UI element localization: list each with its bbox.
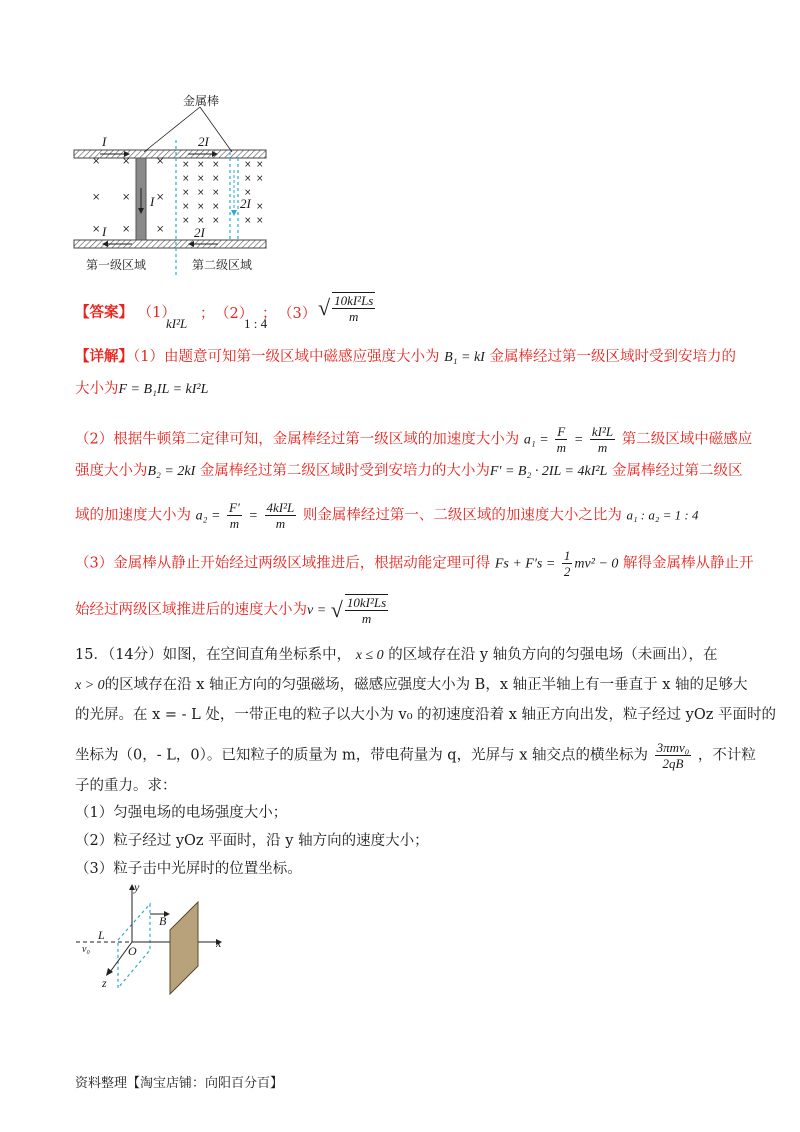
field-mark: × <box>92 192 101 203</box>
field-label: B <box>159 914 167 928</box>
rail-figure <box>60 90 280 275</box>
detail-formula: F = B₁IL = kI²L <box>118 382 209 397</box>
field-mark: × <box>197 202 205 212</box>
region2-label: 第二级区域 <box>192 258 253 272</box>
detail-text: 解得金属棒从静止开 <box>623 555 754 572</box>
field-mark: × <box>212 174 220 184</box>
detail-formula: B₁ = kI <box>444 350 485 365</box>
detail-text: 强度大小为 <box>75 463 148 479</box>
frac-num: kI²L <box>591 424 614 439</box>
frac-den: m <box>361 611 372 626</box>
problem-text: 的区域存在沿 y 轴负方向的匀强电场（未画出），在 <box>388 647 718 663</box>
frac-den: 2qB <box>662 756 684 771</box>
problem-line1 <box>75 644 717 667</box>
detail-formula: a₁ = <box>523 432 549 448</box>
field-mark: × <box>122 192 131 203</box>
detail-text: （3）金属棒从静止开始经过两级区域推进后，根据动能定理可得 <box>75 555 491 572</box>
sub-question-2 <box>75 830 429 852</box>
field-mark: × <box>182 216 190 226</box>
field-mark: × <box>256 174 264 184</box>
field-mark: × <box>156 192 165 203</box>
problem-formula: x ≤ 0 <box>355 648 384 663</box>
frac-den: m <box>229 516 240 531</box>
problem-line3 <box>75 704 776 726</box>
origin-label: O <box>128 944 137 958</box>
detail-text: 域的加速度大小为 <box>75 507 191 524</box>
answer-part2: 1 : 4 <box>244 316 268 331</box>
field-mark: × <box>244 188 252 198</box>
problem-text: （1）匀强电场的电场强度大小； <box>75 805 288 821</box>
field-mark: × <box>256 160 264 170</box>
sub-question-1 <box>75 802 287 824</box>
field-mark: × <box>197 216 205 226</box>
detail-text: 第二级区域中磁感应 <box>621 431 753 448</box>
detail-formula: a₁ : a₂ = 1 : 4 <box>626 507 699 523</box>
detail-tag: 【详解】 <box>75 348 133 365</box>
x-axis-label: x <box>216 936 222 950</box>
rod-label: 金属棒 <box>183 94 220 108</box>
detail-formula: mv² − 0 <box>574 556 619 572</box>
problem-formula: x > 0 <box>75 678 105 693</box>
answer-part3: √ $\frac{\text{10kI²Ls}}{m}$ <box>318 293 374 324</box>
detail-formula: a₂ = <box>195 508 221 524</box>
field-mark: × <box>92 224 101 235</box>
detail-text: 金属棒经过第二级区 <box>611 463 743 479</box>
coordinate-figure <box>70 880 240 1000</box>
problem-text: 坐标为（0，- L，0）。已知粒子的质量为 m，带电荷量为 q，光屏与 x 轴交点的横坐标为 <box>75 747 648 764</box>
field-mark: × <box>197 160 205 170</box>
problem-text: ，不计粒 <box>697 747 756 764</box>
field-mark: × <box>244 160 252 170</box>
detail-text: 则金属棒经过第一、二级区域的加速度大小之比为 <box>302 507 622 524</box>
problem-text: （2）粒子经过 yOz 平面时，沿 y 轴方向的速度大小； <box>75 833 429 849</box>
distance-label: L <box>98 928 105 942</box>
problem-text: 的光屏。在 x = - L 处，一带正电的粒子以大小为 v₀ 的初速度沿着 x 轴正方向出发，粒子经过 yOz 平面时的 <box>75 707 776 723</box>
frac-num: 1 <box>563 548 571 563</box>
field-mark: × <box>156 224 165 235</box>
detail-line5 <box>75 500 698 531</box>
answer-sep1: ； <box>200 306 215 322</box>
detail-text: （2）根据牛顿第二定律可知，金属棒经过第一级区域的加速度大小为 <box>75 431 520 448</box>
problem-line2 <box>75 674 748 697</box>
field-mark: × <box>182 174 190 184</box>
answer-sep2: ； <box>262 306 277 322</box>
region1-label: 第一级区域 <box>86 258 147 272</box>
problem-text: 子的重力。求： <box>75 778 177 794</box>
problem-text: 15．（14分）如图，在空间直角坐标系中， <box>75 647 352 663</box>
frac-den: m <box>556 440 566 455</box>
field-mark: × <box>197 174 205 184</box>
answer-part3-den: m <box>349 309 359 324</box>
detail-text: 金属棒经过第一级区域时受到安培力的 <box>489 349 736 365</box>
field-mark: × <box>256 216 264 226</box>
field-mark: × <box>92 156 101 167</box>
current-label-top-left: I <box>102 134 107 149</box>
problem-line4 <box>75 740 756 771</box>
footer-text: 资料整理【淘宝店铺：向阳百分百】 <box>75 1076 284 1091</box>
frac-num: 3πmv₀ <box>656 740 690 755</box>
frac-num: 10kI²Ls <box>346 595 387 610</box>
detail-line2 <box>75 378 208 401</box>
frac-num: 4kI²L <box>266 500 295 515</box>
answer-part1-label: （1） <box>137 305 176 321</box>
current-label-bottom-right: 2I <box>194 225 205 240</box>
field-mark: × <box>182 160 190 170</box>
y-axis-label: y <box>134 880 140 894</box>
field-mark: × <box>122 156 131 167</box>
detail-text: 始经过两级区域推进后的速度大小为 <box>75 602 307 618</box>
current-label-top-right: 2I <box>198 134 209 149</box>
detail-line6 <box>75 548 754 579</box>
field-mark: × <box>156 156 165 167</box>
answer-line <box>75 302 176 324</box>
current-label-bottom-left: I <box>102 224 107 239</box>
current-label-rod: I <box>150 194 155 209</box>
frac-den: m <box>597 440 608 455</box>
problem-text: （3）粒子击中光屏时的位置坐标。 <box>75 861 302 877</box>
answer-part2-label: （2） <box>215 306 254 322</box>
detail-formula: Fs + F′s = <box>494 556 556 572</box>
frac-den: 2 <box>563 564 571 579</box>
detail-line4 <box>75 460 742 483</box>
frac-num: F <box>557 424 566 439</box>
detail-formula: = <box>573 432 584 448</box>
detail-text: （1）由题意可知第一级区域中磁感应强度大小为 <box>133 349 440 365</box>
detail-formula: F′ = B₂ · 2IL = 4kI²L <box>489 464 608 479</box>
detail-formula: B₂ = 2kI <box>147 464 196 479</box>
frac-num: F′ <box>229 500 240 515</box>
coordinate-diagram <box>70 880 240 1000</box>
answer-part3-label: （3） <box>278 306 317 322</box>
field-mark: × <box>244 216 252 226</box>
detail-line1 <box>75 346 736 369</box>
field-mark: × <box>197 188 205 198</box>
problem-text: 的区域存在沿 x 轴正方向的匀强磁场，磁感应强度大小为 B，x 轴正半轴上有一垂直于 x 轴的足够大 <box>104 677 748 693</box>
field-mark: × <box>212 160 220 170</box>
field-mark: × <box>182 188 190 198</box>
detail-line7: 始经过两级区域推进后的速度大小为v = √ $\frac{\text{10kI²Ls}}{m}$ <box>75 595 387 626</box>
answer-part1: kI²L <box>166 316 188 331</box>
field-mark: × <box>212 188 220 198</box>
field-mark: × <box>182 202 190 212</box>
z-axis-label: z <box>102 976 107 990</box>
detail-text: 金属棒经过第二级区域时受到安培力的大小为 <box>199 463 490 479</box>
field-mark: × <box>212 202 220 212</box>
sub-question-3 <box>75 858 302 880</box>
detail-formula: = <box>248 508 258 524</box>
field-mark: × <box>256 202 264 212</box>
detail-formula: v = <box>307 603 327 618</box>
answer-tag: 【答案】 <box>75 304 133 321</box>
current-label-mid: 2I <box>240 196 251 211</box>
velocity-label: v₀ <box>82 944 90 955</box>
frac-den: m <box>275 516 286 531</box>
field-mark: × <box>244 174 252 184</box>
detail-line3 <box>75 424 752 455</box>
field-mark: × <box>122 224 131 235</box>
answer-part3-num: 10kI²Ls <box>334 293 374 308</box>
detail-text: 大小为 <box>75 381 119 397</box>
problem-line5 <box>75 775 177 797</box>
field-mark: × <box>212 216 220 226</box>
